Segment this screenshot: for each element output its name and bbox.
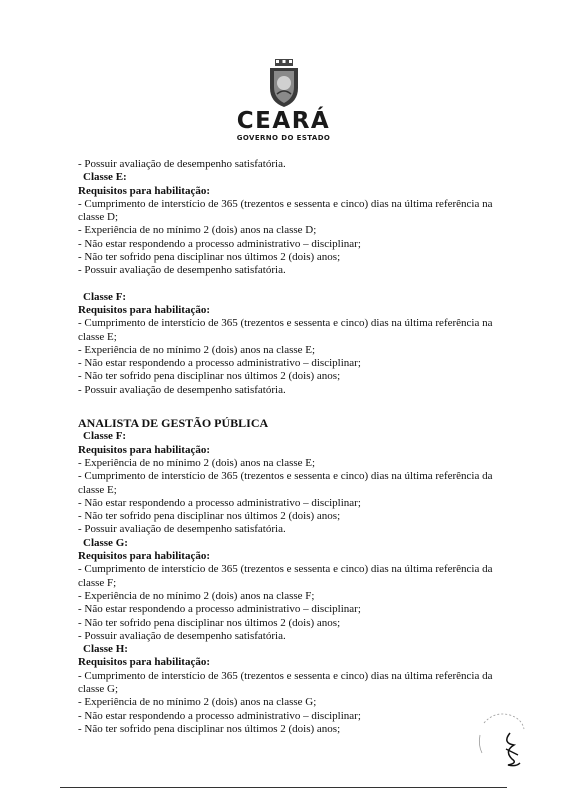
- brand-name: CEARÁ: [236, 108, 331, 134]
- class-heading: Classe F:: [83, 430, 127, 443]
- requirement-item: - Não ter sofrido pena disciplinar nos últimos 2 (dois) anos;: [78, 510, 341, 523]
- requirement-item: - Cumprimento de interstício de 365 (trezentos e sessenta e cinco) dias na última referência da classe F;: [78, 563, 493, 589]
- requirement-item: - Experiência de no mínimo 2 (dois) anos na classe G;: [78, 696, 317, 709]
- requirements-heading: Requisitos para habilitação:: [78, 303, 211, 316]
- class-heading: Classe F:: [83, 290, 127, 303]
- requirements-heading: Requisitos para habilitação:: [78, 184, 211, 197]
- requirement-item: - Experiência de no mínimo 2 (dois) anos na classe E;: [78, 456, 316, 469]
- requirement-item: - Não estar respondendo a processo administrativo – disciplinar;: [78, 603, 361, 616]
- requirement-item: - Possuir avaliação de desempenho satisfatória.: [78, 158, 286, 170]
- document-body: [78, 158, 498, 736]
- requirement-item: - Experiência de no mínimo 2 (dois) anos na classe E;: [78, 343, 316, 356]
- requirements-heading: Requisitos para habilitação:: [78, 443, 211, 456]
- requirement-item: - Cumprimento de interstício de 365 (trezentos e sessenta e cinco) dias na última referência na classe D;: [78, 197, 493, 224]
- spacer: [78, 397, 498, 417]
- handwritten-initials-icon: [472, 705, 532, 775]
- class-heading: Classe H:: [83, 643, 128, 656]
- requirement-item: - Não estar respondendo a processo administrativo – disciplinar;: [78, 357, 361, 370]
- brand-subtitle: GOVERNO DO ESTADO: [236, 134, 331, 142]
- requirement-item: - Não estar respondendo a processo administrativo – disciplinar;: [78, 237, 361, 250]
- state-coat-of-arms-icon: [266, 58, 302, 108]
- requirement-item: - Não estar respondendo a processo administrativo – disciplinar;: [78, 709, 361, 722]
- requirement-item: - Não ter sofrido pena disciplinar nos últimos 2 (dois) anos;: [78, 370, 341, 383]
- requirements-heading: Requisitos para habilitação:: [78, 656, 211, 669]
- class-heading: Classe E:: [83, 171, 127, 184]
- class-heading: Classe G:: [83, 536, 128, 549]
- requirement-item: - Possuir avaliação de desempenho satisfatória.: [78, 383, 286, 396]
- requirement-item: - Não estar respondendo a processo administrativo – disciplinar;: [78, 496, 361, 509]
- requirement-item: - Não ter sofrido pena disciplinar nos últimos 2 (dois) anos;: [78, 616, 341, 629]
- requirement-item: - Cumprimento de interstício de 365 (trezentos e sessenta e cinco) dias na última referência da classe E;: [78, 470, 493, 496]
- requirements-heading: Requisitos para habilitação:: [78, 550, 211, 563]
- spacer: [78, 278, 498, 291]
- footer-rule: [60, 787, 507, 788]
- requirement-item: - Cumprimento de interstício de 365 (trezentos e sessenta e cinco) dias na última referência na classe E;: [78, 317, 493, 343]
- requirement-item: - Possuir avaliação de desempenho satisfatória.: [78, 629, 286, 642]
- requirement-item: - Cumprimento de interstício de 365 (trezentos e sessenta e cinco) dias na última referência da classe G;: [78, 669, 493, 695]
- letterhead: [0, 58, 567, 142]
- requirement-item: - Não ter sofrido pena disciplinar nos últimos 2 (dois) anos;: [78, 251, 341, 264]
- requirement-item: - Experiência de no mínimo 2 (dois) anos na classe F;: [78, 589, 315, 602]
- section-title: ANALISTA DE GESTÃO PÚBLICA: [78, 416, 269, 431]
- requirement-item: - Possuir avaliação de desempenho satisfatória.: [78, 264, 286, 277]
- requirement-item: - Experiência de no mínimo 2 (dois) anos na classe D;: [78, 224, 317, 237]
- requirement-item: - Possuir avaliação de desempenho satisfatória.: [78, 523, 286, 536]
- requirement-item: - Não ter sofrido pena disciplinar nos últimos 2 (dois) anos;: [78, 722, 341, 735]
